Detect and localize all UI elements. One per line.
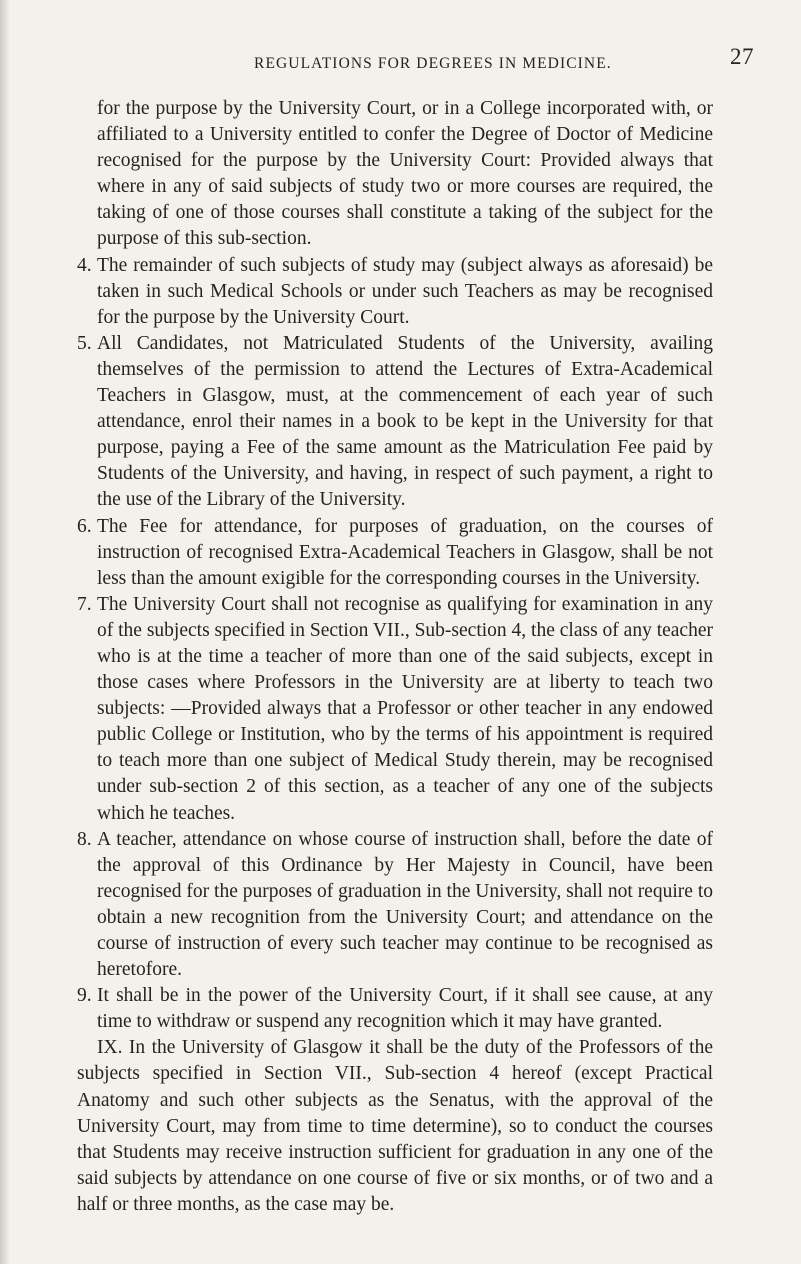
list-item-7 [77, 592, 713, 827]
item-text: The Fee for attendance, for purposes of graduation, on the courses of instruction of recognised Extra-Academical Teachers in Glasgow, shall be not less than the amount exigible for the corresponding courses in the University. [97, 515, 713, 589]
list-item-8 [77, 827, 713, 984]
running-head: REGULATIONS FOR DEGREES IN MEDICINE. [254, 55, 612, 72]
item-text: A teacher, attendance on whose course of instruction shall, before the date of the approval of this Ordinance by Her Majesty in Council, have been recognised for the purposes of graduation in the University, shall not require to obtain a new recognition from the University Court; and attendance on the course of instruction of every such teacher may continue to be recognised as heretofore. [97, 828, 713, 981]
item-number: 6. [77, 515, 92, 537]
item-number: 4. [77, 254, 92, 276]
item-number: 7. [77, 593, 92, 615]
item-text: The remainder of such subjects of study may (subject always as aforesaid) be taken in such Medical Schools or under such Teachers as may be recognised for the purpose by the University Court. [97, 254, 713, 328]
list-item-5 [77, 331, 713, 514]
list-item-6 [77, 514, 713, 592]
item-text: It shall be in the power of the University Court, if it shall see cause, at any time to withdraw or suspend any recognition which it may have granted. [97, 985, 713, 1033]
section-ix-paragraph: IX. In the University of Glasgow it shall be the duty of the Professors of the subjects specified in Section VII., Sub-section 4 hereof (except Practical Anatomy and such other subjects as the Senatus, with the approval of the University Court, may from time to time determine), so to conduct the courses that Students may receive instruction sufficient for graduation in any one of the said subjects by attendance on one course of five or six months, or of two and a half or three months, as the case may be. [77, 1037, 713, 1215]
binding-shadow [0, 0, 10, 1264]
page-number: 27 [730, 44, 754, 69]
item-number: 9. [77, 985, 92, 1007]
list-item-9 [77, 983, 713, 1035]
item-number: 8. [77, 828, 92, 850]
list-item-4 [77, 253, 713, 331]
item-text: All Candidates, not Matriculated Students of the University, availing themselves of the permission to attend the Lectures of Extra-Academical Teachers in Glasgow, must, at the commencement of each year of such attendance, enrol their names in a book to be kept in the University for that purpose, paying a Fee of the same amount as the Matriculation Fee paid by Students of the University, and having, in respect of such payment, a right to the use of the Library of the University. [97, 332, 713, 511]
continued-paragraph: for the purpose by the University Court, or in a College incorporated with, or affiliated to a University entitled to confer the Degree of Doctor of Medicine recognised for the purpose by the University Court: Provided always that where in any of said subjects of study two or more courses are required, the taking of one of those courses shall constitute a taking of the subject for the purpose of this sub-section. [97, 98, 713, 250]
item-text: The University Court shall not recognise as qualifying for examination in any of the subjects specified in Section VII., Sub-section 4, the class of any teacher who is at the time a teacher of more than one of the said subjects, except in those cases where Professors in the University are at liberty to teach two subjects: —Provided always that a Professor or other teacher in any endowed public College or Institution, who by the terms of his appointment is required to teach more than one subject of Medical Study therein, may be recognised under sub-section 2 of this section, as a teacher of any one of the subjects which he teaches. [97, 593, 713, 824]
item-number: 5. [77, 332, 92, 354]
body-text [77, 96, 713, 1218]
